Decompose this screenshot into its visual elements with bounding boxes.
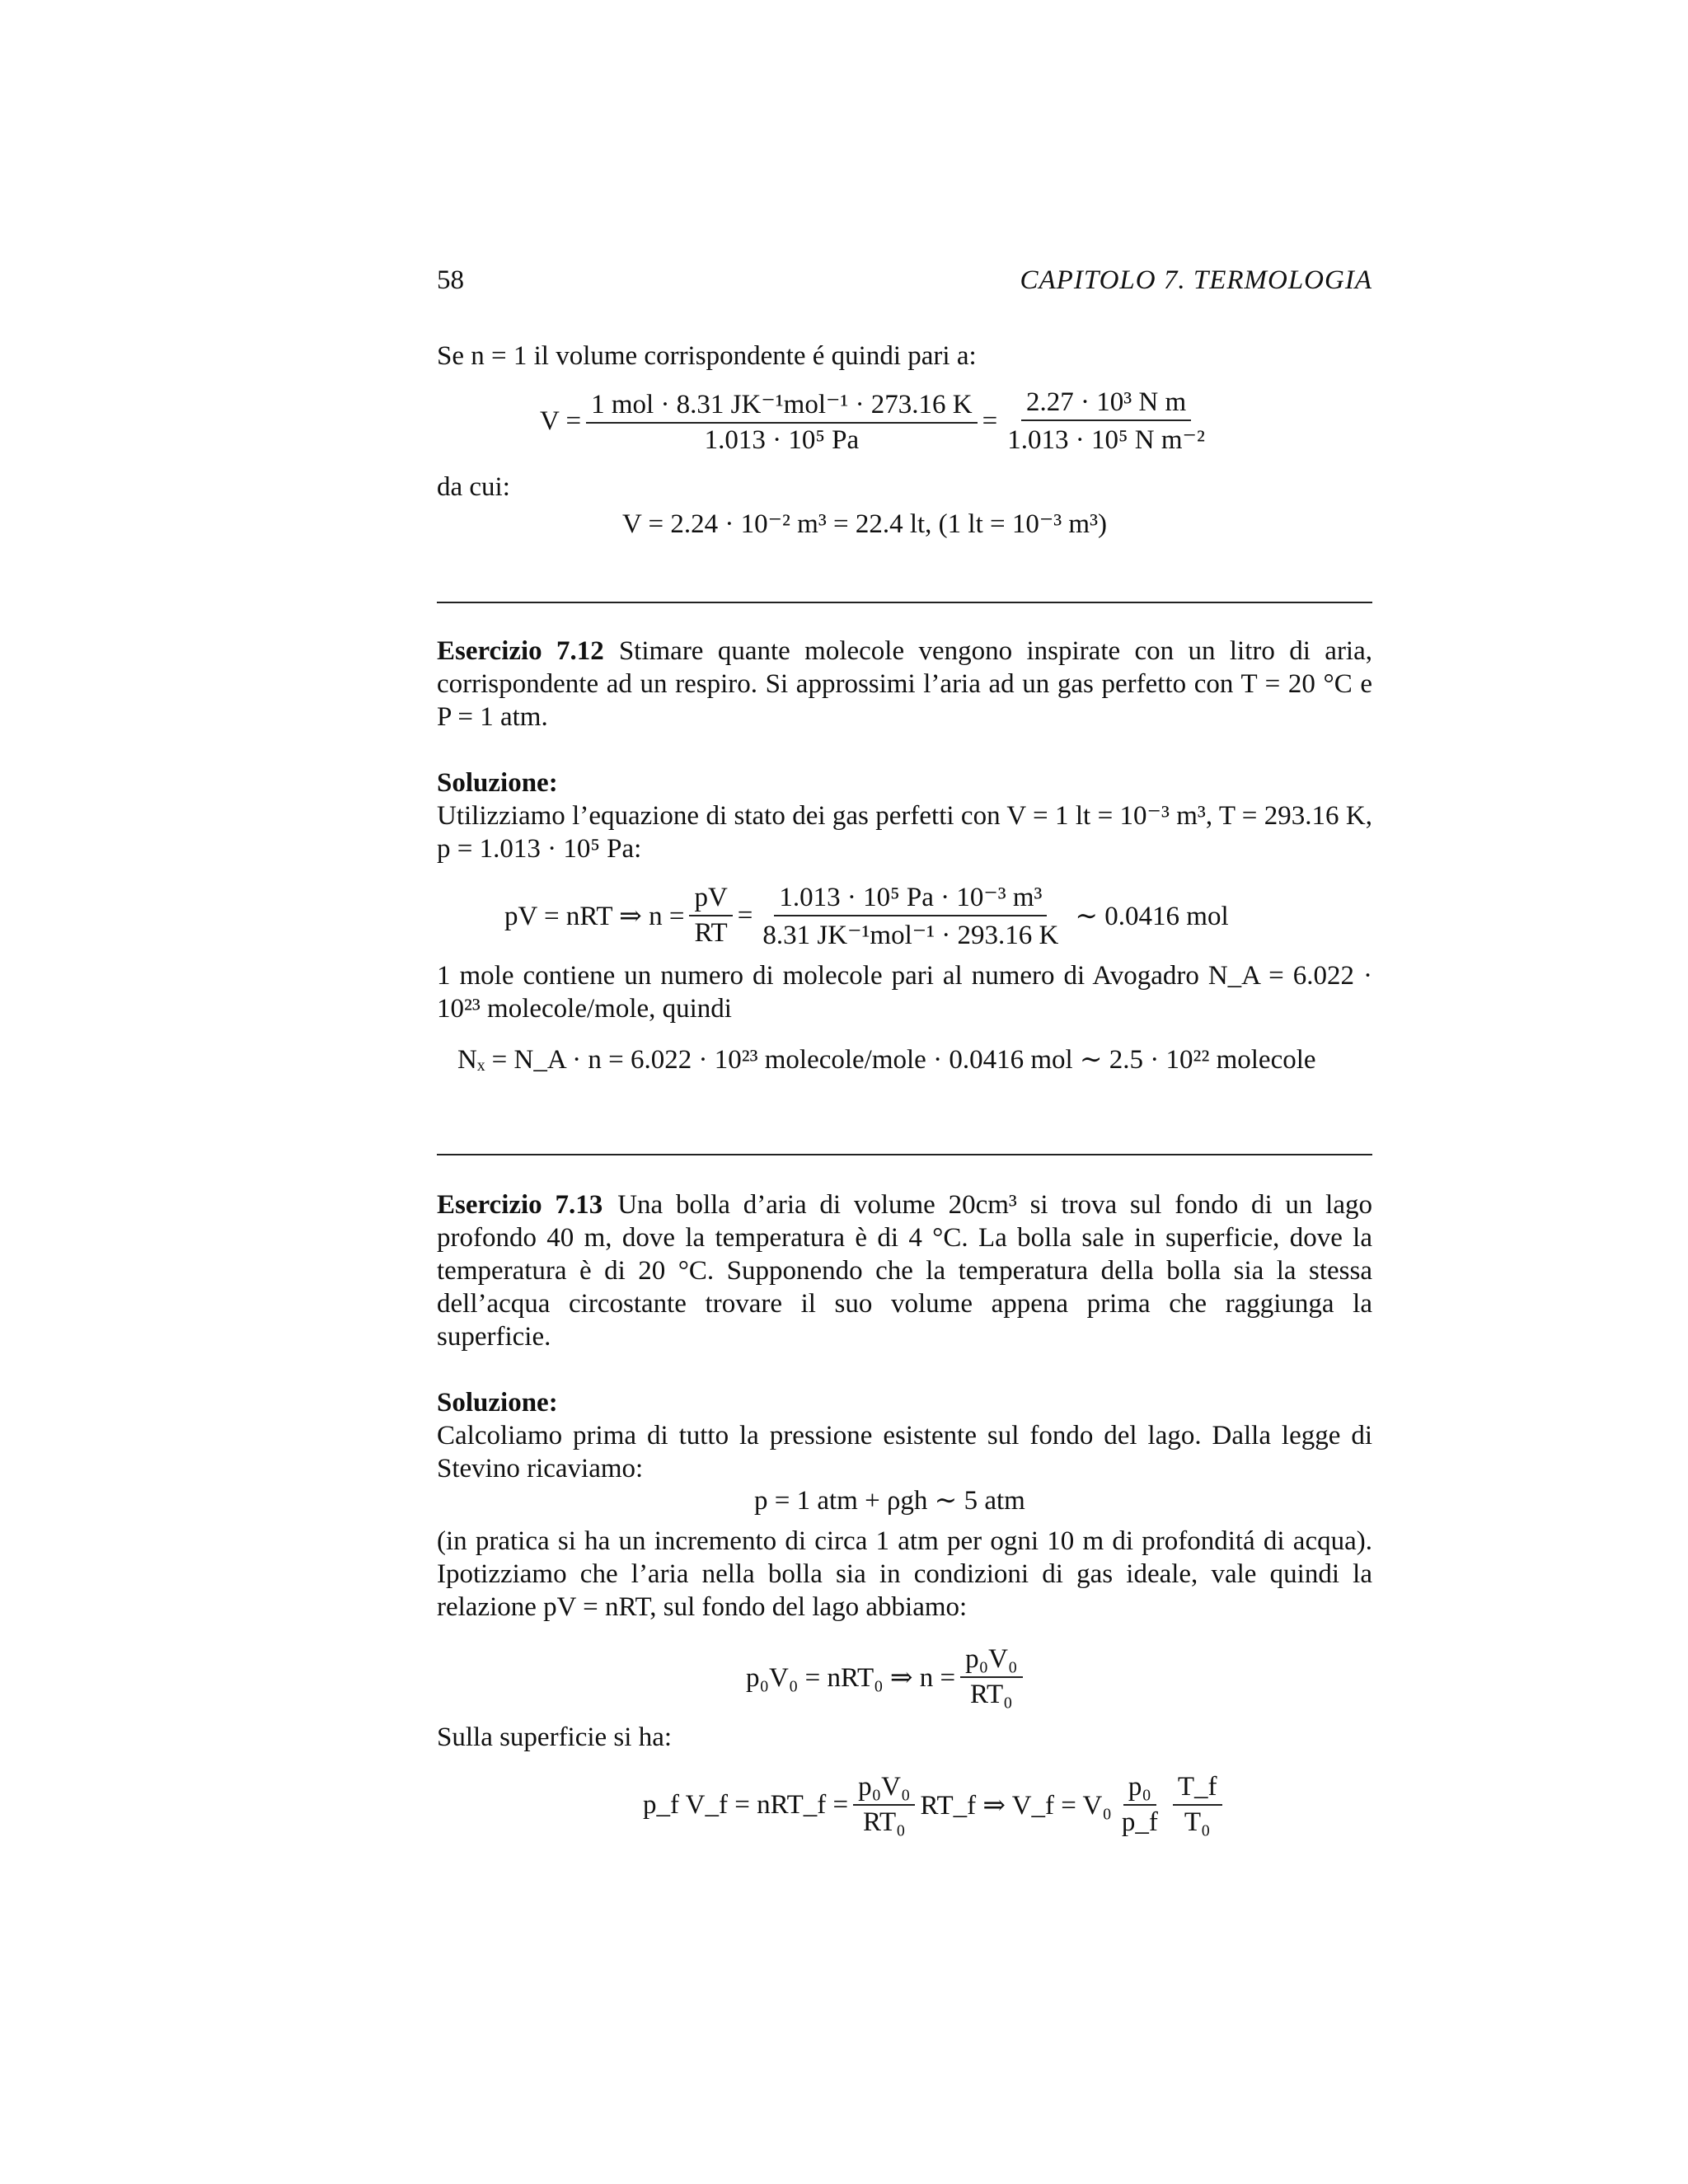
exercise-7-12-solution: [437, 766, 1372, 865]
eq-moles-fraction-2: [757, 880, 1063, 951]
solution-label: Soluzione:: [437, 768, 558, 798]
eq-bottom-denominator: RT₀: [969, 1680, 1013, 1709]
eq-surf-fraction-2: [1117, 1772, 1163, 1838]
solution-label: Soluzione:: [437, 1388, 558, 1418]
eq-surf-frac1-denominator: RT₀: [862, 1807, 906, 1837]
eq-bottom-numerator: p₀V₀: [960, 1644, 1022, 1678]
eq-moles-frac2-denominator: 8.31 JK⁻¹mol⁻¹ · 293.16 K: [762, 921, 1059, 950]
equation-molecules: Nₓ = N_A · n = 6.022 · 10²³ molecole/mole · 0.0416 mol ∼ 2.5 · 10²² molecole: [457, 1045, 1316, 1075]
eq-moles-frac1-numerator: pV: [689, 883, 732, 916]
eq1-fraction-1: [586, 387, 978, 456]
da-cui-text: da cui:: [437, 472, 510, 502]
eq-surf-lhs: p_f V_f = nRT_f =: [643, 1789, 849, 1820]
eq-bottom-lhs: p₀V₀ = nRT₀ ⇒ n =: [746, 1663, 956, 1693]
eq-bottom-fraction: [960, 1644, 1022, 1710]
exercise-7-13-solution: [437, 1386, 1372, 1485]
exercise-7-13-text: Una bolla d’aria di volume 20cm³ si trova sul fondo di un lago profondo 40 m, dove la temperatura è di 4 °C. La bolla sale in superficie, dove la temperatura è di 20 °C. Supponendo che la temperatura della bolla sia la stessa dell’acqua circostante trovare il suo volume appena prima che raggiunga la superficie.: [437, 1190, 1372, 1352]
solution-text: Calcoliamo prima di tutto la pressione esistente sul fondo del lago. Dalla legge di Stevino ricaviamo:: [437, 1421, 1372, 1483]
eq-moles-frac2-numerator: 1.013 · 10⁵ Pa · 10⁻³ m³: [774, 880, 1047, 916]
exercise-7-12-label: Esercizio 7.12: [437, 636, 604, 666]
exercise-7-13-label: Esercizio 7.13: [437, 1190, 603, 1220]
eq1-lhs: V =: [540, 406, 582, 436]
equation-bottom-moles: [746, 1644, 1028, 1710]
eq1-frac2-denominator: 1.013 · 10⁵ N m⁻²: [1007, 425, 1205, 455]
eq-surf-frac2-denominator: p_f: [1121, 1807, 1158, 1837]
equation-moles: [504, 880, 1229, 951]
eq1-equals: =: [982, 406, 998, 436]
eq-surf-frac2-numerator: p₀: [1123, 1772, 1156, 1806]
eq-surf-fraction-1: [853, 1772, 915, 1838]
eq-surf-frac1-numerator: p₀V₀: [853, 1772, 915, 1806]
eq-surf-fraction-3: [1173, 1772, 1222, 1838]
page-number: 58: [437, 265, 464, 295]
surface-text: Sulla superficie si ha:: [437, 1722, 673, 1752]
equation-surface-volume: [643, 1772, 1227, 1838]
eq1-frac1-denominator: 1.013 · 10⁵ Pa: [704, 425, 860, 455]
eq-moles-fraction-1: [689, 883, 732, 949]
exercise-7-13: [437, 1188, 1372, 1353]
eq1-fraction-2: [1002, 387, 1210, 456]
equation-pressure: p = 1 atm + ρgh ∼ 5 atm: [754, 1486, 1025, 1516]
equation-volume-result: V = 2.24 · 10⁻² m³ = 22.4 lt, (1 lt = 10⁻³ m³): [622, 509, 1107, 539]
eq-surf-frac3-denominator: T₀: [1184, 1807, 1211, 1837]
avogadro-text: 1 mole contiene un numero di molecole pari al numero di Avogadro N_A = 6.022 · 10²³ molecole/mole, quindi: [437, 961, 1372, 1024]
section-divider: [437, 602, 1372, 603]
eq-moles-equals: =: [737, 900, 753, 930]
exercise-7-12-text: Stimare quante molecole vengono inspirate con un litro di aria, corrispondente ad un respiro. Si approssimi l’aria ad un gas perfetto con T = 20 °C e P = 1 atm.: [437, 636, 1372, 732]
chapter-title: CAPITOLO 7. TERMOLOGIA: [1020, 265, 1372, 295]
eq-moles-result: ∼ 0.0416 mol: [1075, 902, 1229, 931]
intro-text: Se n = 1 il volume corrispondente é quindi pari a:: [437, 341, 977, 371]
eq1-frac2-numerator: 2.27 · 10³ N m: [1021, 387, 1191, 421]
ideal-gas-text: (in pratica si ha un incremento di circa 1 atm per ogni 10 m di profonditá di acqua). Ipotizziamo che l’aria nella bolla sia in condizioni di gas ideale, vale quindi la relazione pV = nRT, sul fondo del lago abbiamo:: [437, 1526, 1372, 1622]
exercise-7-12: [437, 635, 1372, 733]
eq1-frac1-numerator: 1 mol · 8.31 JK⁻¹mol⁻¹ · 273.16 K: [586, 387, 978, 424]
eq-surf-mid: RT_f ⇒ V_f = V₀: [920, 1791, 1112, 1821]
eq-moles-lhs: pV = nRT ⇒ n =: [504, 902, 685, 931]
eq-moles-frac1-denominator: RT: [694, 918, 728, 948]
solution-text: Utilizziamo l’equazione di stato dei gas perfetti con V = 1 lt = 10⁻³ m³, T = 293.16 K, p = 1.013 · 10⁵ Pa:: [437, 801, 1372, 864]
eq-surf-frac3-numerator: T_f: [1173, 1772, 1222, 1806]
section-divider: [437, 1154, 1372, 1155]
equation-volume-fraction: [540, 387, 1215, 456]
